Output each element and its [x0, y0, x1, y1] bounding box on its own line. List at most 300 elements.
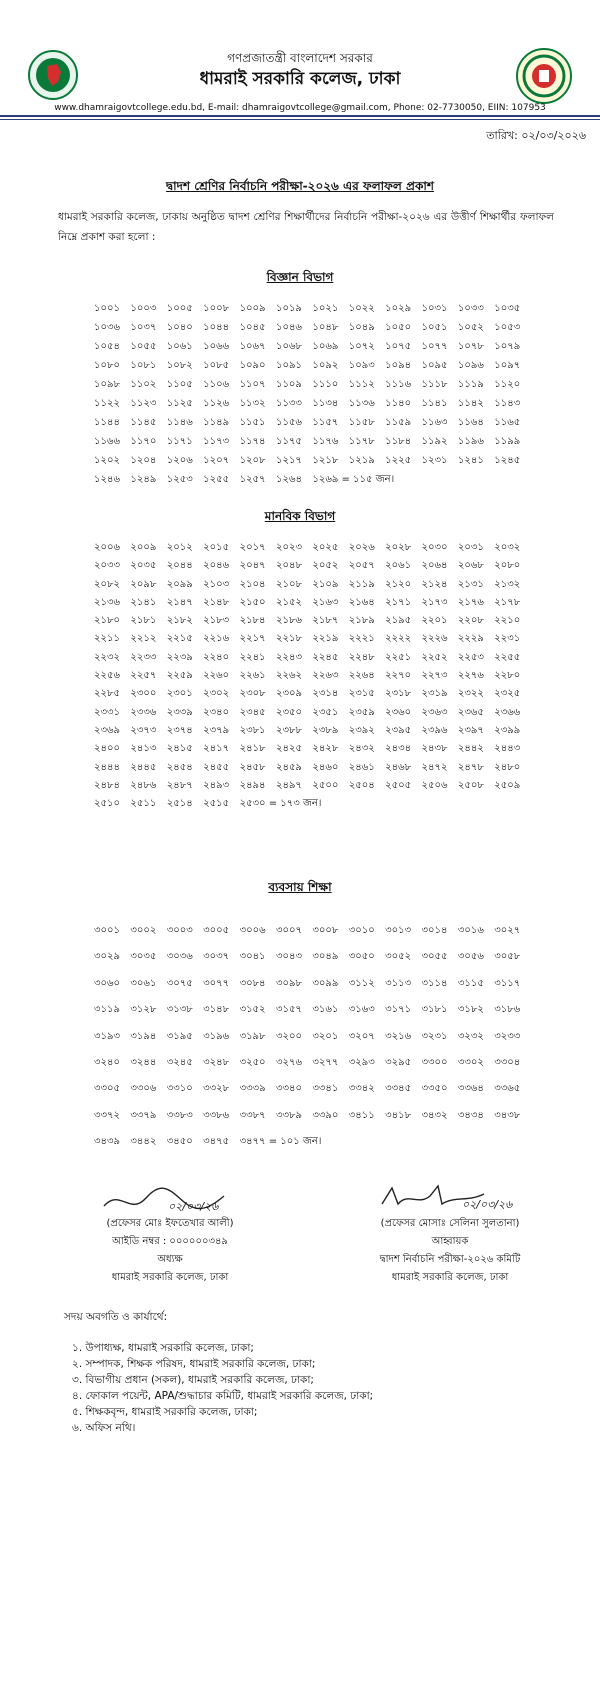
header-divider: [0, 115, 600, 117]
roll-number: ২৪৮৭: [166, 779, 193, 791]
roll-number: ১১২৬: [203, 398, 230, 409]
roll-number: ১০৩১: [421, 303, 448, 314]
roll-number: ২১৭৩: [421, 596, 448, 608]
roll-number: ৩৩০০: [421, 1056, 448, 1068]
roll-number: ৩২৫০: [239, 1056, 266, 1068]
roll-number: ২১২০: [385, 578, 412, 590]
roll-number: ১১৬৩: [421, 417, 448, 428]
roll-number: ১০৪৪: [203, 322, 230, 333]
roll-number: ৩০৫৮: [494, 951, 521, 963]
roll-number: ২৩১৪: [312, 688, 339, 700]
roll-number: ১২০৬: [166, 455, 193, 466]
cc-heading: সদয় অবগতি ও কার্যার্থে:: [64, 1311, 168, 1323]
roll-number: ৩০০২: [130, 925, 157, 936]
roll-number: ১০০১: [94, 303, 120, 314]
roll-number: ৩১৯৩: [94, 1030, 120, 1042]
roll-number: ২১০৩: [203, 578, 230, 590]
science-section-title: বিজ্ঞান বিভাগ: [266, 270, 334, 284]
roll-number: ৩২৪৫: [166, 1056, 193, 1068]
roll-number: ১১৭৬: [312, 436, 339, 447]
roll-number: ২২১৭: [239, 633, 266, 645]
roll-number: ২১৮৪: [239, 615, 266, 627]
roll-number: ২৩৬৫: [457, 706, 484, 718]
roll-number: ১১৫৭: [312, 417, 339, 428]
roll-number: ৩৪৩৯: [94, 1136, 120, 1148]
roll-number: ২০৩১: [457, 542, 484, 553]
roll-number: ৩০৭৫: [166, 977, 193, 989]
roll-number: ৩১৯৬: [203, 1030, 230, 1042]
roll-number: ২০৯৮: [130, 578, 157, 590]
roll-number: ১২১৭: [275, 455, 302, 466]
roll-number: ২৫০৬: [421, 779, 448, 791]
roll-number: ১১৩৪: [312, 398, 339, 409]
roll-number: ৩০৬১: [130, 977, 157, 989]
roll-number: ৩৩৬৫: [494, 1083, 521, 1095]
roll-number: ২২৫৩: [457, 651, 484, 663]
roll-number: ১০৭২: [348, 341, 375, 352]
roll-number: ২০৪৮: [275, 560, 302, 572]
roll-number: ৩৩২৮: [203, 1083, 230, 1095]
roll-number: ২২৪৫: [312, 651, 339, 663]
roll-number: ১০৬১: [166, 341, 193, 352]
roll-number: ১২৪৫: [494, 455, 521, 466]
roll-number: ৩৩৪০: [275, 1083, 302, 1095]
roll-number: ৩৩০৪: [494, 1056, 521, 1068]
roll-number: ৩০৪১: [239, 951, 266, 963]
roll-number: ২৪৫৪: [166, 761, 193, 773]
roll-number: ২২৫৭: [130, 670, 157, 682]
roll-number: ১১৫৮: [348, 417, 375, 428]
roll-number: ২৫১১: [130, 798, 157, 810]
roll-number: ১২৪৯: [130, 474, 157, 485]
roll-number: ১০৯২: [312, 360, 339, 371]
roll-number: ২১৩২: [494, 578, 521, 590]
roll-number: ১১৫৯: [385, 417, 412, 428]
roll-number: ২৫০৫: [385, 779, 412, 791]
roll-number: ১০৯৪: [385, 360, 412, 371]
roll-number: ২২৬১: [239, 670, 266, 682]
roll-number: ৩৩০৫: [94, 1083, 120, 1095]
roll-number: ৩২১৬: [385, 1030, 412, 1042]
roll-number: ২৪৭৮: [457, 761, 484, 773]
cc-item: ৩. বিভাগীয় প্রধান (সকল), ধামরাই সরকারি কলেজ, ঢাকা;: [72, 1374, 314, 1386]
roll-number: ২০১৭: [239, 542, 266, 553]
cc-item: ৫. শিক্ষকবৃন্দ, ধামরাই সরকারি কলেজ, ঢাকা;: [72, 1406, 258, 1418]
roll-number: ২২৪৩: [275, 651, 302, 663]
roll-number: ২২৪০: [203, 651, 230, 663]
roll-number: ৩০০৫: [203, 925, 230, 936]
roll-number: ২১৮০: [94, 615, 120, 627]
roll-number: ১০৬৮: [275, 341, 302, 352]
roll-number: ১০৩৫: [494, 303, 521, 314]
right-signatory-org: ধামরাই সরকারি কলেজ, ঢাকা: [391, 1272, 509, 1283]
roll-number: ২১৮২: [166, 615, 193, 627]
roll-number: ২৩৯২: [348, 724, 375, 736]
roll-number: ১১২৩: [130, 398, 157, 409]
roll-number: ১০৫৪: [94, 341, 120, 352]
roll-number: ১০৬৯: [312, 341, 339, 352]
left-signatory-name: (প্রফেসর মোঃ ইফতেখার আলী): [106, 1218, 234, 1229]
roll-number: ২১৮৬: [275, 615, 302, 627]
roll-number: ৩৩৪১: [312, 1083, 339, 1095]
roll-number: ১০২৯: [385, 303, 412, 314]
roll-number: ২৩৫৯: [348, 706, 375, 718]
roll-number: ২০৫২: [312, 560, 339, 572]
roll-number: ৩১৯৪: [130, 1030, 157, 1042]
roll-number: ২৩৪০: [203, 706, 230, 718]
roll-number: ৩০৫০: [348, 951, 375, 963]
roll-number: ২২৭০: [385, 670, 412, 682]
roll-number: ১১৫৬: [275, 417, 302, 428]
left-signatory-role: অধ্যক্ষ: [157, 1254, 183, 1265]
roll-number: ২১২৪: [421, 578, 448, 590]
roll-number: ২২২১: [348, 633, 375, 645]
roll-number: ১০৪৫: [239, 322, 266, 333]
roll-number: ২৪৪৩: [494, 743, 521, 755]
roll-number: ১১০৬: [203, 379, 230, 390]
cc-item: ৬. অফিস নথি।: [72, 1422, 136, 1434]
roll-number: ২০৩৫: [130, 560, 157, 572]
right-signatory-role: আহ্বায়ক: [431, 1236, 469, 1247]
roll-number: ২৩৯৯: [494, 724, 521, 736]
roll-number: ২১০৯: [312, 578, 339, 590]
roll-number: ২২১২: [130, 633, 157, 645]
roll-number: ৩৩৮৩: [166, 1109, 193, 1121]
roll-number: ২৪৬১: [348, 761, 375, 773]
roll-number: ৩১৮১: [421, 1004, 448, 1016]
roll-number: ৩০৯৯: [312, 977, 339, 989]
roll-number: ১১৭৫: [275, 436, 302, 447]
roll-number: ৩৩১০: [166, 1083, 193, 1095]
roll-number: ১১২০: [494, 379, 521, 390]
roll-number: ১০৯৩: [348, 360, 375, 371]
roll-number: ৩১৫২: [239, 1004, 266, 1016]
roll-number: ২০২৫: [312, 542, 339, 553]
roll-number: ৩০৫৬: [457, 951, 484, 963]
roll-number: ৩২৩৩: [494, 1030, 521, 1042]
roll-number: ৩২৯৩: [348, 1056, 375, 1068]
cc-list: [72, 1340, 373, 1436]
roll-number: ২৩৬৩: [421, 706, 448, 718]
roll-number: ১১৪১: [421, 398, 448, 409]
roll-number: ২৩৮৮: [275, 724, 302, 736]
roll-number: ৩০২৯: [94, 951, 120, 963]
roll-number: ৩১১৯: [94, 1004, 120, 1016]
roll-number: ১০৮৫: [203, 360, 230, 371]
roll-number: ১০৭৯: [494, 341, 521, 352]
roll-number: ২০২৬: [348, 542, 375, 553]
roll-number: ১০৩৭: [130, 322, 157, 333]
roll-number: ৩২০০: [275, 1030, 302, 1042]
roll-number: ২২৩৯: [166, 651, 193, 663]
roll-number: ২০৩০: [421, 542, 448, 553]
roll-number: ২১১৯: [348, 578, 375, 590]
roll-number: ২৩৬৬: [494, 706, 521, 718]
roll-number: ২৩০২: [203, 688, 230, 700]
roll-number: ৩০৪৩: [275, 951, 302, 963]
roll-number: ২৩৩৯: [166, 706, 193, 718]
roll-number: ১২৪১: [457, 455, 484, 466]
roll-number: ১০৪৬: [275, 322, 302, 333]
roll-number: ২৪১৫: [166, 743, 193, 755]
roll-number: ৩১৬৩: [348, 1004, 375, 1016]
roll-number: ১১১০: [312, 379, 339, 390]
roll-number: ২১৬৪: [348, 596, 375, 608]
roll-number: ১১৭০: [130, 436, 157, 447]
roll-number: ১০৯৫: [421, 360, 448, 371]
roll-number: ২৩৮১: [239, 724, 266, 736]
roll-number: ১১৭১: [166, 436, 193, 447]
roll-number: ৩১৮২: [457, 1004, 484, 1016]
roll-number: ২৩০১: [166, 688, 193, 700]
roll-number: ১০৪৮: [312, 322, 339, 333]
roll-number: ৩০৮৪: [239, 977, 266, 989]
roll-number: ২২৫৬: [94, 670, 120, 682]
roll-number: ৩৩৮৯: [275, 1109, 302, 1121]
roll-number: ২২৮৫: [94, 688, 120, 700]
roll-number: ৩০০৭: [275, 925, 302, 936]
roll-number: ২৩১৫: [348, 688, 375, 700]
roll-number: ৩১৬১: [312, 1004, 339, 1016]
roll-number: ২৩৫১: [312, 706, 339, 718]
roll-number: ২৪৭২: [421, 761, 448, 773]
roll-number: ১২০৪: [130, 455, 157, 466]
roll-number: ৩০০৮: [312, 925, 339, 936]
roll-number: ৩২০১: [312, 1030, 339, 1042]
roll-number: ২৩২৫: [494, 688, 521, 700]
roll-number: ২৫১৪: [166, 798, 193, 810]
roll-number: ২৩০০: [130, 688, 157, 700]
roll-number: ২১৭১: [385, 596, 412, 608]
roll-number: ১১৯৬: [457, 436, 484, 447]
roll-number: ২২০৮: [457, 615, 484, 627]
roll-number: ২১০৪: [239, 578, 266, 590]
roll-number: ১১০৭: [239, 379, 266, 390]
roll-number: ৩১৮৬: [494, 1004, 521, 1016]
roll-number: ২১০৮: [275, 578, 302, 590]
roll-number: ২৪৩২: [348, 743, 375, 755]
roll-number: ২১৪১: [130, 596, 157, 608]
roll-number: ২১৫২: [275, 596, 302, 608]
roll-number: ২৩২২: [457, 688, 484, 700]
roll-number: ১০১৯: [275, 303, 302, 314]
roll-number: ২১৭৮: [494, 596, 521, 608]
roll-number: ৩০৩৫: [130, 951, 157, 963]
roll-number: ১১১২: [348, 379, 375, 390]
right-signatory-name: (প্রফেসর মোসাঃ সেলিনা সুলতানা): [380, 1218, 520, 1229]
roll-number: ১২১৮: [312, 455, 339, 466]
roll-number: ১১৪২: [457, 398, 484, 409]
roll-number: ৩০৫৫: [421, 951, 448, 963]
roll-number: ১১৪৫: [130, 417, 157, 428]
roll-number: ৩১১৩: [385, 977, 412, 989]
cc-item: ২. সম্পাদক, শিক্ষক পরিষদ, ধামরাই সরকারি কলেজ, ঢাকা;: [72, 1358, 316, 1370]
left-signatory-org: ধামরাই সরকারি কলেজ, ঢাকা: [111, 1272, 229, 1283]
roll-number: ৩৪১৮: [385, 1109, 412, 1121]
roll-number: ১১৪০: [385, 398, 412, 409]
roll-number: ১০৫৩: [494, 322, 521, 333]
roll-number: ২৩৮৯: [312, 724, 339, 736]
roll-number: ৩২০৭: [348, 1030, 375, 1042]
roll-number: ২১৪৭: [166, 596, 193, 608]
roll-number: ২২২৯: [457, 633, 484, 645]
roll-number: ২২১৫: [166, 633, 193, 645]
roll-number: ১১৪৪: [94, 417, 120, 428]
roll-number: ২০৪৪: [166, 560, 193, 572]
left-signature-date: ০২/০৩/২৬: [168, 1200, 219, 1213]
roll-number: ৩২৯৫: [385, 1056, 412, 1068]
roll-number: ২২১৯: [312, 633, 339, 645]
roll-number: ২০৮০: [494, 560, 521, 572]
roll-number: ১০৮২: [166, 360, 193, 371]
roll-number: ৩৩৫০: [421, 1083, 448, 1095]
roll-number: ২১৪৮: [203, 596, 230, 608]
roll-number: ২১৭৬: [457, 596, 484, 608]
notice-date: তারিখ: ০২/০৩/২০২৬: [486, 129, 586, 142]
roll-number: ২২৪৮: [348, 651, 375, 663]
roll-number: ১২২৫: [385, 455, 412, 466]
roll-number: ৩৪৩৪: [457, 1109, 484, 1121]
roll-number: ১০৫১: [421, 322, 448, 333]
roll-number: ২৫০৪: [348, 779, 375, 791]
roll-number: ২০২৩: [275, 542, 302, 553]
roll-number: ৩০৬০: [94, 977, 121, 989]
roll-number: ২৪৪৫: [130, 761, 157, 773]
roll-number: ২২৬২: [275, 670, 302, 682]
roll-number: ১০৮১: [130, 360, 157, 371]
roll-number: ১০৯৮: [94, 379, 120, 390]
roll-number: ২০৪৬: [203, 560, 230, 572]
roll-number: ৩১১৭: [494, 977, 521, 989]
roll-number: ৩৩৮৬: [203, 1109, 230, 1121]
roll-number: ১০৯৭: [494, 360, 521, 371]
roll-number: ৩২৩২: [457, 1030, 484, 1042]
roll-number: ২১৮১: [130, 615, 157, 627]
roll-number: ২৩৪৫: [239, 706, 266, 718]
roll-number: ২৩৭৯: [203, 724, 230, 736]
roll-number: ১১৯৯: [494, 436, 521, 447]
roll-number: ১০০৩: [130, 303, 157, 314]
roll-number: ১০৭৭: [421, 341, 448, 352]
roll-number: ১১৩৩: [275, 398, 302, 409]
roll-number: ৩১৯৫: [166, 1030, 193, 1042]
right-signature-date: ০২/০৩/২৬: [462, 1198, 513, 1211]
roll-number: ৩৪১১: [348, 1109, 375, 1121]
roll-number: ২১৫০: [239, 596, 266, 608]
humanities-roll-list: [94, 540, 531, 814]
roll-number: ৩৩৪৫: [385, 1083, 412, 1095]
roll-number: ৩১৪৮: [203, 1004, 230, 1016]
roll-number: ২৪৬৮: [385, 761, 412, 773]
science-roll-list: [94, 301, 531, 491]
roll-number: ২২৬০: [203, 670, 230, 682]
roll-number: ২৩০৮: [239, 688, 266, 700]
roll-number: ৩২৪৮: [203, 1056, 230, 1068]
roll-number: ২২৫২: [421, 651, 448, 663]
roll-number: ১১১৮: [421, 379, 448, 390]
govt-header: গণপ্রজাতন্ত্রী বাংলাদেশ সরকার: [227, 51, 373, 65]
roll-number: ৩১১২: [348, 977, 375, 989]
roll-number: ২০৫৭: [348, 560, 375, 572]
roll-number: ৩২৭৭: [312, 1056, 339, 1068]
roll-number: ১১১৯: [457, 379, 484, 390]
roll-number: ৩৩৪২: [348, 1083, 375, 1095]
roll-total: ৩৪৭৭ = ১০১ জন।: [239, 1136, 322, 1148]
roll-number: ১১৫১: [239, 417, 266, 428]
humanities-section-title: মানবিক বিভাগ: [264, 509, 336, 523]
roll-number: ১১৪৯: [203, 417, 230, 428]
business-section-title: ব্যবসায় শিক্ষা: [268, 880, 332, 894]
roll-number: ৩০১৪: [421, 925, 448, 936]
roll-number: ২৩৬০: [385, 706, 412, 718]
roll-number: ২২১১: [94, 633, 120, 645]
roll-number: ২৫১৫: [203, 798, 230, 810]
roll-number: ২২৬৪: [348, 670, 375, 682]
right-signatory-committee: দ্বাদশ নির্বাচনি পরীক্ষা-২০২৬ কমিটি: [379, 1254, 521, 1265]
roll-number: ১০০৮: [203, 303, 230, 314]
roll-number: ২২৫১: [385, 651, 412, 663]
roll-number: ২০৬৪: [421, 560, 448, 572]
roll-number: ২৪৩৮: [421, 743, 448, 755]
header-divider-thin: [0, 119, 600, 120]
roll-number: ২৩৯৫: [385, 724, 412, 736]
roll-number: ১০৫৫: [130, 341, 157, 352]
roll-number: ৩৪৪২: [130, 1136, 157, 1148]
roll-number: ৩৪৫০: [166, 1136, 193, 1148]
roll-number: ৩০৫২: [385, 951, 412, 963]
roll-number: ২৪১৩: [130, 743, 157, 755]
roll-number: ২২১০: [494, 615, 521, 627]
roll-number: ২৪৯৪: [239, 779, 266, 791]
cc-item: ৪. ফোকাল পয়েন্ট, APA/শুদ্ধাচার কমিটি, ধামরাই সরকারি কলেজ, ঢাকা;: [72, 1390, 374, 1402]
roll-number: ৩০০১: [94, 925, 120, 936]
roll-number: ২২০১: [421, 615, 448, 627]
roll-number: ১০৯৬: [457, 360, 484, 371]
roll-number: ২৩৯৬: [421, 724, 448, 736]
roll-number: ২১৬৩: [312, 596, 339, 608]
roll-number: ১০৩৩: [457, 303, 484, 314]
roll-number: ২৩১৮: [385, 688, 412, 700]
roll-number: ৩০১৩: [385, 925, 412, 936]
roll-number: ১২০৮: [239, 455, 266, 466]
roll-number: ২২৫৯: [166, 670, 193, 682]
roll-number: ২৩৩৬: [130, 706, 157, 718]
roll-number: ১০০৫: [166, 303, 193, 314]
roll-number: ১১২৫: [166, 398, 193, 409]
roll-number: ২২৮০: [494, 670, 521, 682]
roll-number: ১১২২: [94, 398, 120, 409]
roll-number: ২০২৮: [385, 542, 412, 553]
roll-number: ২৪৫৮: [239, 761, 266, 773]
roll-number: ২৩৭৪: [166, 724, 193, 736]
roll-number: ৩২৪৪: [130, 1056, 157, 1068]
roll-number: ২২১৬: [203, 633, 230, 645]
roll-number: ২৫০৯: [494, 779, 521, 791]
roll-number: ২২৩৩: [130, 651, 157, 663]
roll-number: ১১৪৬: [166, 417, 193, 428]
roll-number: ৩২৩১: [421, 1030, 448, 1042]
roll-number: ৩১৭১: [385, 1004, 412, 1016]
roll-number: ২২২৬: [421, 633, 448, 645]
roll-number: ১২০২: [94, 455, 120, 466]
roll-number: ২৫০৮: [457, 779, 484, 791]
notice-title: দ্বাদশ শ্রেণির নির্বাচনি পরীক্ষা-২০২৬ এর ফলাফল প্রকাশ: [166, 179, 434, 193]
roll-number: ১১৬৫: [494, 417, 521, 428]
roll-number: ৩৪৩৮: [494, 1109, 521, 1121]
roll-number: ১০৩৬: [94, 322, 120, 333]
roll-number: ১০৫২: [457, 322, 484, 333]
roll-number: ৩৪৭৫: [203, 1136, 230, 1148]
